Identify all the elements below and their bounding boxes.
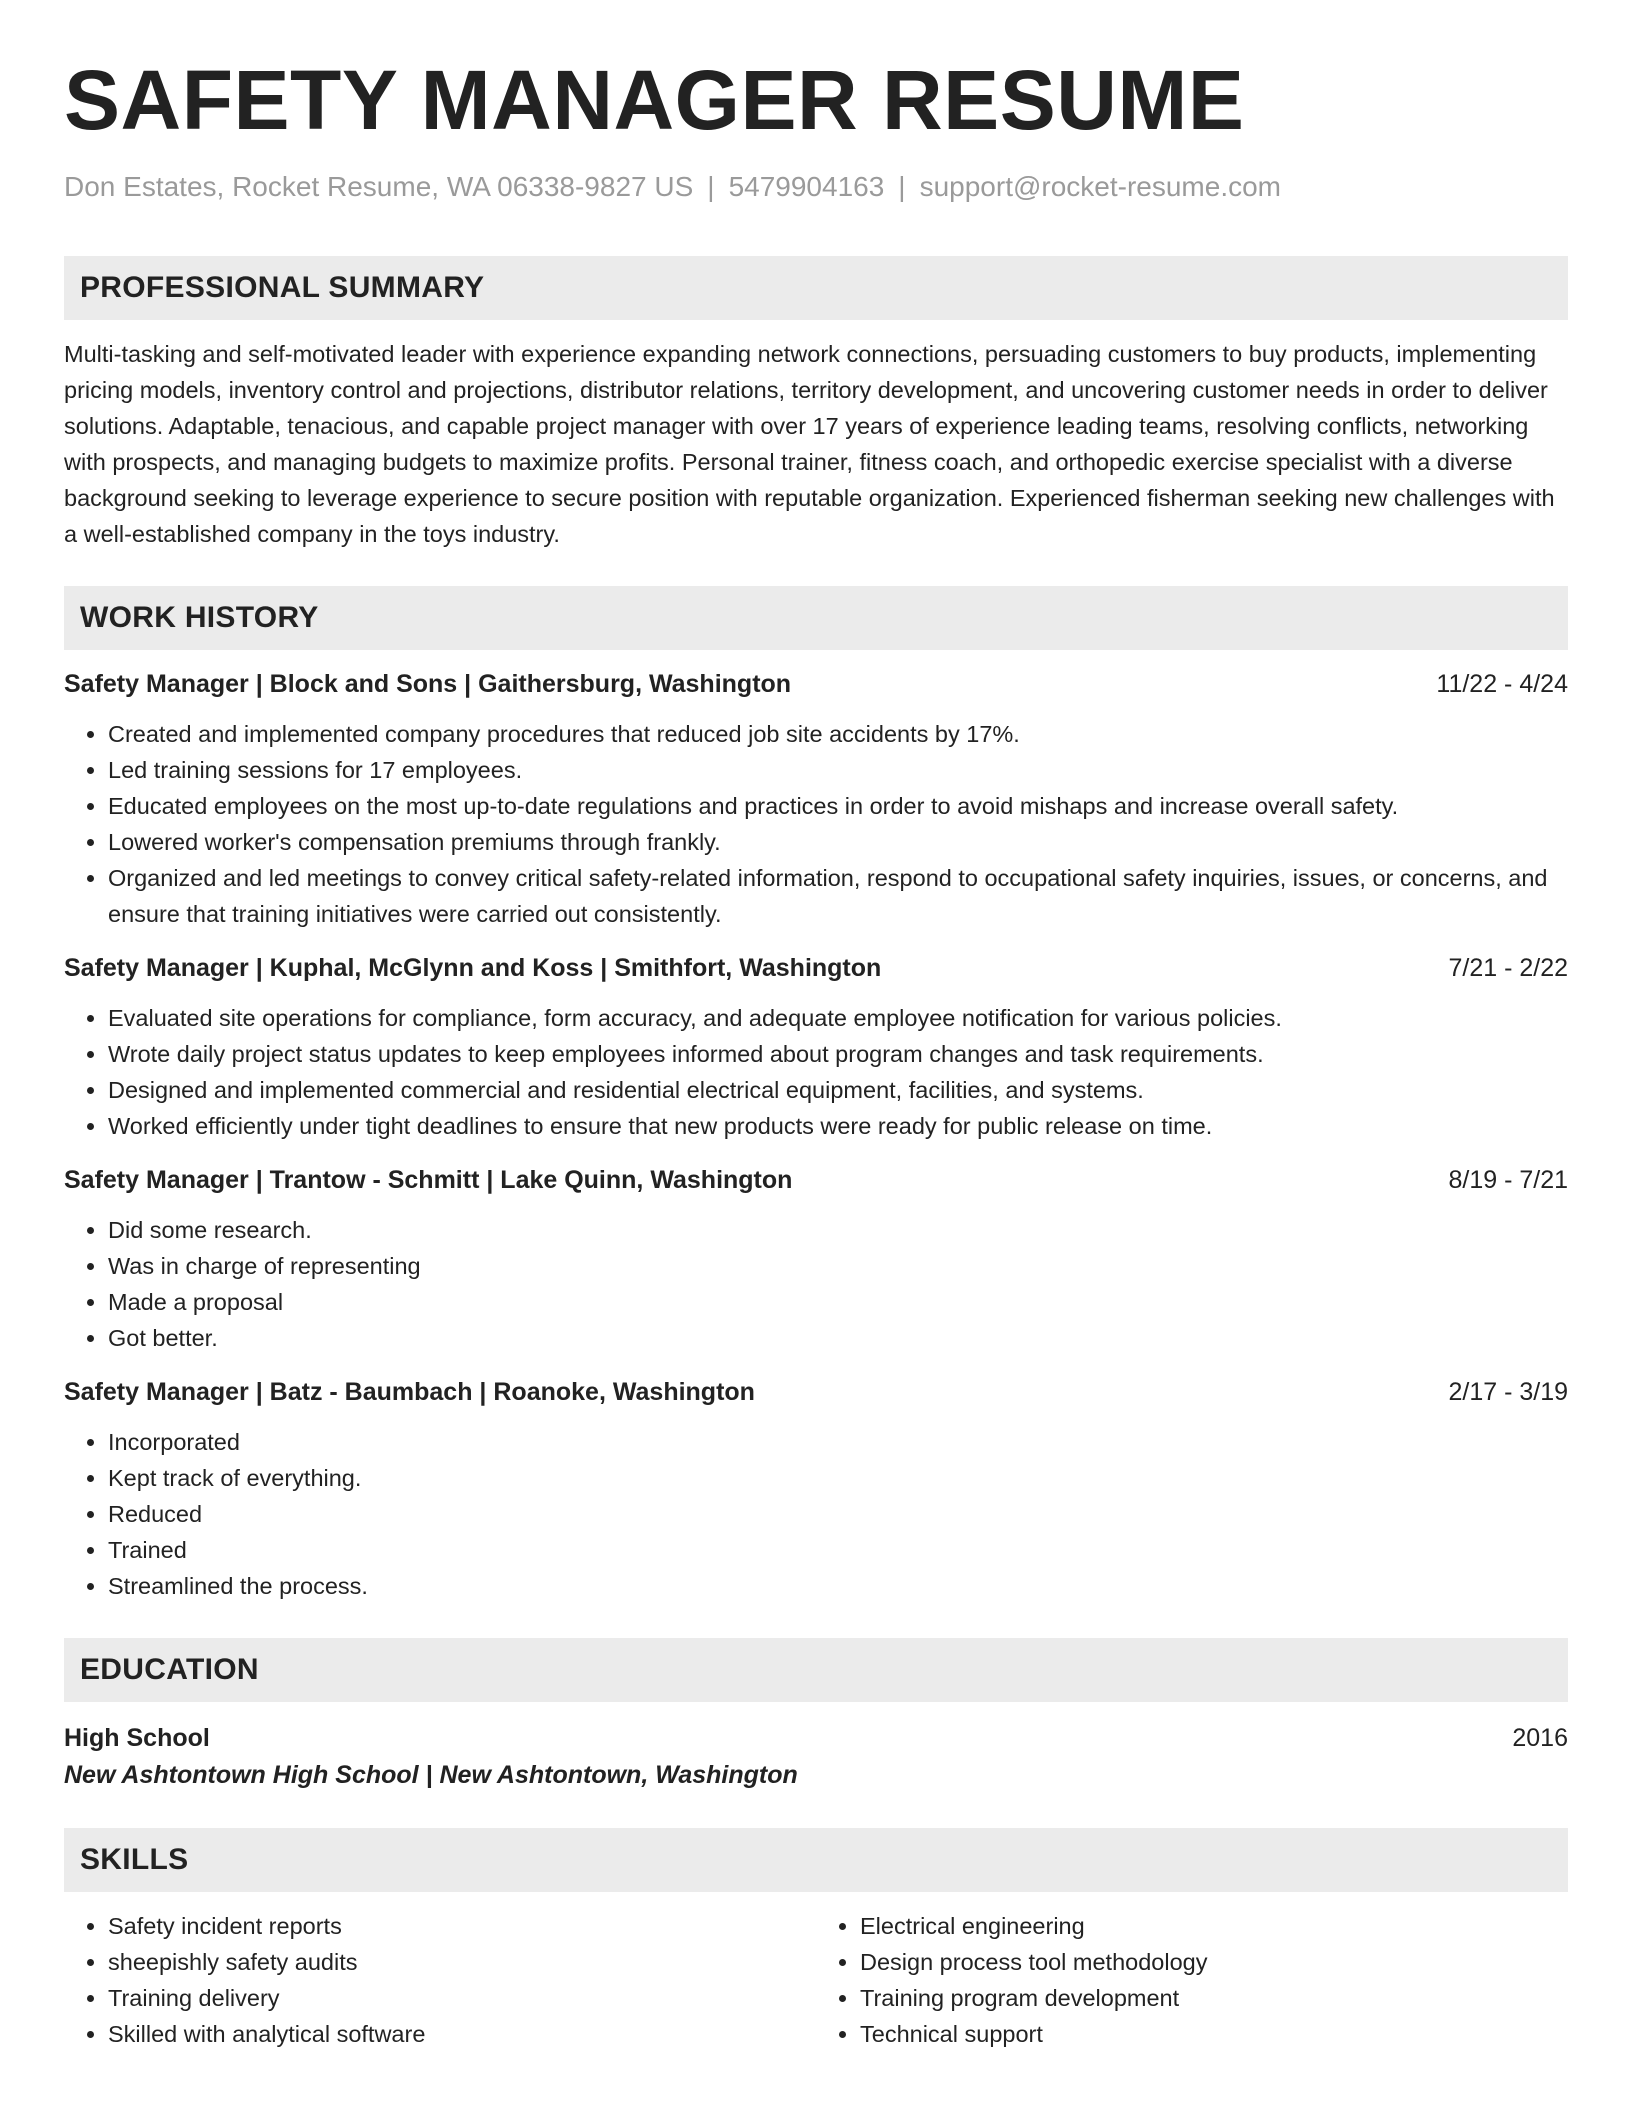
skills-list <box>64 1908 1568 2052</box>
job-entry <box>64 950 1568 1144</box>
job-bullet: • Incorporated <box>108 1424 1568 1460</box>
skills-column-right <box>816 1908 1568 2052</box>
job-entry <box>64 666 1568 932</box>
skill-item: • Design process tool methodology <box>860 1944 1568 1980</box>
job-bullet: • Made a proposal <box>108 1284 1568 1320</box>
contact-separator: | <box>707 171 715 202</box>
contact-phone: 5479904163 <box>728 171 885 202</box>
job-bullet: • Led training sessions for 17 employees. <box>108 752 1568 788</box>
job-bullet: • Worked efficiently under tight deadlines to ensure that new products were ready for public release on time. <box>108 1108 1568 1144</box>
job-bullet: • Kept track of everything. <box>108 1460 1568 1496</box>
skill-item: • Electrical engineering <box>860 1908 1568 1944</box>
job-dates: 2/17 - 3/19 <box>1448 1377 1568 1406</box>
summary-text: Multi-tasking and self-motivated leader with experience expanding network connections, persuading customers to buy products, implementing pricing models, inventory control and projections, distributor relations, territory development, and uncovering customer needs in order to deliver solutions. Adaptable, tenacious, and capable project manager with over 17 years of experience leading teams, resolving conflicts, networking with prospects, and managing budgets to maximize profits. Personal trainer, fitness coach, and orthopedic exercise specialist with a diverse background seeking to leverage experience to secure position with reputable organization. Experienced fisherman seeking new challenges with a well-established company in the toys industry. <box>64 340 1555 547</box>
work-history-heading: WORK HISTORY <box>64 586 1568 650</box>
skill-item: • sheepishly safety audits <box>108 1944 816 1980</box>
skill-item: • Training delivery <box>108 1980 816 2016</box>
job-bullet: • Trained <box>108 1532 1568 1568</box>
contact-address: Don Estates, Rocket Resume, WA 06338-9827 US <box>64 171 694 202</box>
skill-item: • Technical support <box>860 2016 1568 2052</box>
job-dates: 7/21 - 2/22 <box>1448 953 1568 982</box>
education-degree: High School <box>64 1723 210 1752</box>
job-bullet: • Organized and led meetings to convey critical safety-related information, respond to occupational safety inquiries, issues, or concerns, and ensure that training initiatives were carried out consistently. <box>108 860 1568 932</box>
job-bullets <box>64 1000 1568 1144</box>
education-school: New Ashtontown High School | New Ashtontown, Washington <box>64 1760 798 1789</box>
job-bullet: • Streamlined the process. <box>108 1568 1568 1604</box>
skill-item: • Training program development <box>860 1980 1568 2016</box>
skill-item: • Skilled with analytical software <box>108 2016 816 2052</box>
job-bullet: • Was in charge of representing <box>108 1248 1568 1284</box>
job-bullet: • Educated employees on the most up-to-date regulations and practices in order to avoid mishaps and increase overall safety. <box>108 788 1568 824</box>
job-bullet: • Did some research. <box>108 1212 1568 1248</box>
job-title: Safety Manager | Kuphal, McGlynn and Koss | Smithfort, Washington <box>64 953 882 982</box>
job-bullets <box>64 1212 1568 1356</box>
contact-separator: | <box>898 171 906 202</box>
job-bullets <box>64 1424 1568 1604</box>
skills-heading: SKILLS <box>64 1828 1568 1892</box>
job-title: Safety Manager | Block and Sons | Gaithersburg, Washington <box>64 669 792 698</box>
education-heading: EDUCATION <box>64 1638 1568 1702</box>
skills-column-left <box>64 1908 816 2052</box>
job-bullets <box>64 716 1568 932</box>
job-bullet: • Evaluated site operations for compliance, form accuracy, and adequate employee notification for various policies. <box>108 1000 1568 1036</box>
education-year: 2016 <box>1512 1723 1568 1752</box>
job-dates: 11/22 - 4/24 <box>1436 669 1568 698</box>
job-title: Safety Manager | Batz - Baumbach | Roanoke, Washington <box>64 1377 755 1406</box>
job-title: Safety Manager | Trantow - Schmitt | Lake Quinn, Washington <box>64 1165 793 1194</box>
job-entry <box>64 1162 1568 1356</box>
summary-heading: PROFESSIONAL SUMMARY <box>64 256 1568 320</box>
job-bullet: • Lowered worker's compensation premiums through frankly. <box>108 824 1568 860</box>
contact-email: support@rocket-resume.com <box>919 171 1282 202</box>
contact-line <box>64 170 1568 204</box>
job-bullet: • Got better. <box>108 1320 1568 1356</box>
job-entry <box>64 1374 1568 1604</box>
job-bullet: • Reduced <box>108 1496 1568 1532</box>
job-dates: 8/19 - 7/21 <box>1448 1165 1568 1194</box>
resume-title: SAFETY MANAGER RESUME <box>64 53 1245 147</box>
job-bullet: • Created and implemented company procedures that reduced job site accidents by 17%. <box>108 716 1568 752</box>
job-bullet: • Wrote daily project status updates to keep employees informed about program changes and task requirements. <box>108 1036 1568 1072</box>
job-bullet: • Designed and implemented commercial and residential electrical equipment, facilities, and systems. <box>108 1072 1568 1108</box>
skill-item: • Safety incident reports <box>108 1908 816 1944</box>
